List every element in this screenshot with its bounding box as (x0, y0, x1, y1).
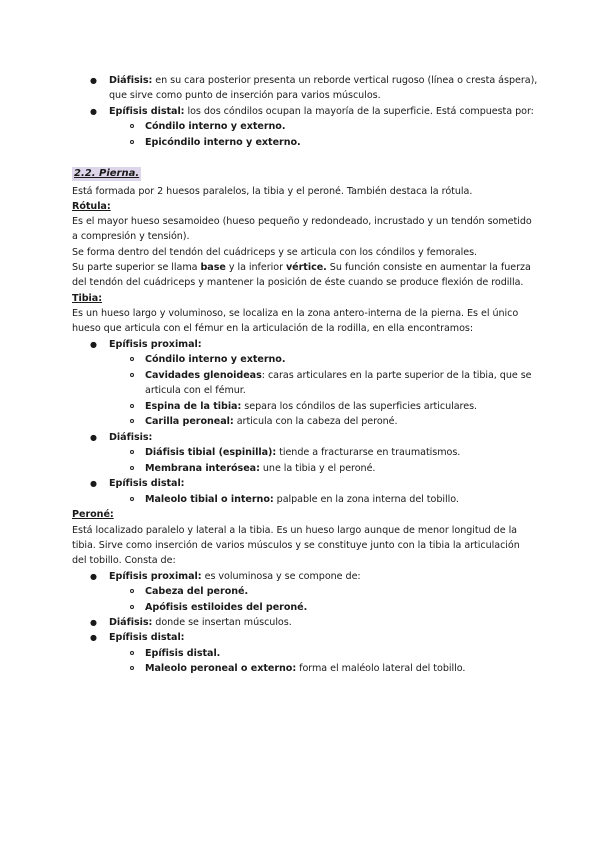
sub-item: Membrana interósea: une la tibia y el peroné. (145, 463, 376, 474)
paragraph-line: Su parte superior se llama base y la inferior vértice. Su función consiste en aumentar la fuerza (72, 262, 531, 273)
bullet-icon: ● (90, 479, 97, 488)
paragraph-line: del tendón del cuádriceps y mantener la posición de éste cuando se produce flexión de rodilla. (72, 277, 524, 288)
list-item-diafisis-cont: que sirve como punto de inserción para varios músculos. (109, 90, 381, 101)
circle-bullet-icon (130, 140, 134, 144)
sub-item: Cabeza del peroné. (145, 586, 249, 597)
paragraph-line: Es el mayor hueso sesamoideo (hueso pequeño y redondeado, incrustado y un tendón sometido (72, 216, 532, 227)
list-item: Epífisis distal: (109, 478, 185, 489)
tibia-heading: Tibia: (72, 293, 102, 304)
circle-bullet-icon (130, 651, 134, 655)
circle-bullet-icon (130, 373, 134, 377)
circle-bullet-icon (130, 497, 134, 501)
sub-item: Epífisis distal. (145, 648, 221, 659)
list-item: Diáfisis: (109, 432, 153, 443)
sub-item: Maleolo peroneal o externo: forma el maléolo lateral del tobillo. (145, 663, 466, 674)
list-item: Epífisis proximal: (109, 339, 202, 350)
section-title: 2.2. Pierna. (74, 168, 140, 179)
bullet-icon: ● (90, 433, 97, 442)
perone-heading: Peroné: (72, 509, 114, 520)
sub-item: Apófisis estiloides del peroné. (145, 602, 308, 613)
bullet-icon: ● (90, 76, 97, 85)
circle-bullet-icon (130, 666, 134, 670)
list-item: Diáfisis: donde se insertan músculos. (109, 617, 292, 628)
circle-bullet-icon (130, 605, 134, 609)
sub-item: Maleolo tibial o interno: palpable en la zona interna del tobillo. (145, 494, 459, 505)
sub-item-cont: articula con el fémur. (145, 385, 246, 396)
rotula-heading: Rótula: (72, 201, 111, 212)
sub-item: Cóndilo interno y externo. (145, 354, 286, 365)
bullet-icon: ● (90, 107, 97, 116)
paragraph-line: del tobillo. Consta de: (72, 555, 176, 566)
list-item: Epífisis distal: (109, 632, 185, 643)
circle-bullet-icon (130, 466, 134, 470)
circle-bullet-icon (130, 450, 134, 454)
bullet-icon: ● (90, 572, 97, 581)
bullet-icon: ● (90, 340, 97, 349)
sub-item: Epicóndilo interno y externo. (145, 137, 301, 148)
sub-item: Espina de la tibia: separa los cóndilos de las superficies articulares. (145, 401, 478, 412)
list-item: Epífisis proximal: es voluminosa y se compone de: (109, 571, 361, 582)
paragraph-line: tibia. Sirve como inserción de varios músculos y se constituye junto con la tibia la articulación (72, 540, 520, 551)
section-intro: Está formada por 2 huesos paralelos, la tibia y el peroné. También destaca la rótula. (72, 186, 473, 197)
sub-item: Carilla peroneal: articula con la cabeza del peroné. (145, 416, 398, 427)
circle-bullet-icon (130, 404, 134, 408)
sub-item: Diáfisis tibial (espinilla): tiende a fracturarse en traumatismos. (145, 447, 461, 458)
sub-item: Cavidades glenoideas: caras articulares en la parte superior de la tibia, que se (145, 370, 532, 381)
list-item-diafisis: Diáfisis: en su cara posterior presenta un reborde vertical rugoso (línea o cresta áspera), (109, 75, 538, 86)
list-item-epifisis-distal: Epífisis distal: los dos cóndilos ocupan la mayoría de la superficie. Está compuesta por: (109, 106, 534, 117)
circle-bullet-icon (130, 589, 134, 593)
circle-bullet-icon (130, 419, 134, 423)
bullet-icon: ● (90, 618, 97, 627)
bullet-icon: ● (90, 633, 97, 642)
paragraph-line: Es un hueso largo y voluminoso, se localiza en la zona antero-interna de la pierna. Es el único (72, 308, 519, 319)
circle-bullet-icon (130, 124, 134, 128)
paragraph-line: hueso que articula con el fémur en la articulación de la rodilla, en ella encontramos: (72, 323, 474, 334)
circle-bullet-icon (130, 357, 134, 361)
sub-item: Cóndilo interno y externo. (145, 121, 286, 132)
paragraph-line: Está localizado paralelo y lateral a la tibia. Es un hueso largo aunque de menor longitud de la (72, 525, 518, 536)
paragraph-line: a compresión y tensión). (72, 231, 190, 242)
paragraph-line: Se forma dentro del tendón del cuádriceps y se articula con los cóndilos y femorales. (72, 247, 478, 258)
